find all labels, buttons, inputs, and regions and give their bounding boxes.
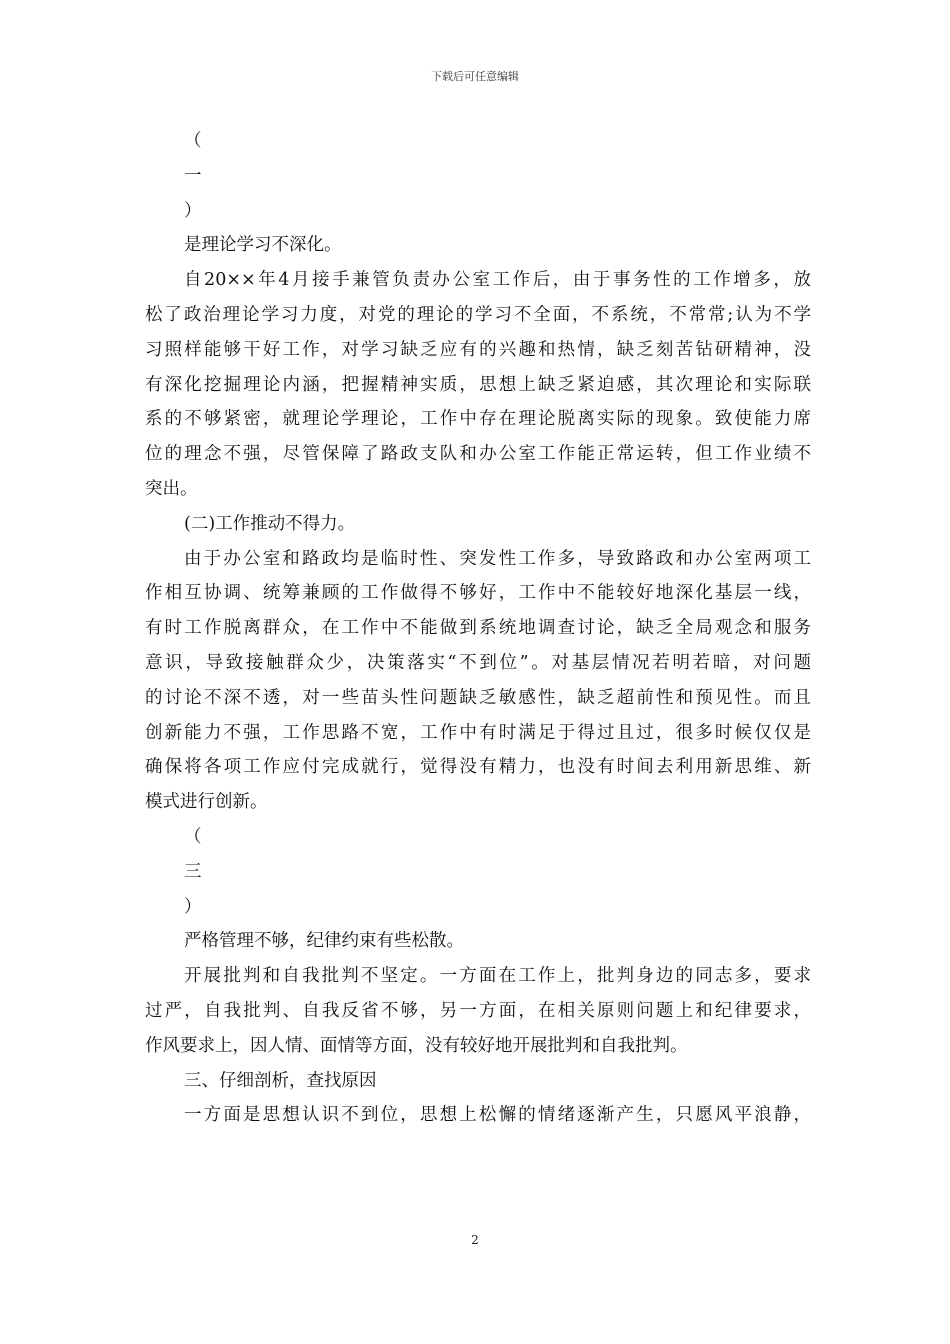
document-body: [145, 124, 811, 1133]
paragraph-line: 作风要求上，因人情、面情等方面，没有较好地开展批判和自我批判。: [145, 1035, 688, 1056]
paragraph-line: 有时工作脱离群众，在工作中不能做到系统地调查讨论，缺乏全局观念和服务: [145, 618, 811, 639]
page-header: 下载后可任意编辑: [431, 70, 519, 83]
bracket-open: （: [184, 131, 202, 151]
bracket-open: （: [184, 826, 202, 847]
paragraph-line: 作相互协调、统筹兼顾的工作做得不够好，工作中不能较好地深化基层一线，: [145, 583, 811, 604]
paragraph-line: 由于办公室和路政均是临时性、突发性工作多，导致路政和办公室两项工: [184, 548, 811, 569]
paragraph-line: 创新能力不强，工作思路不宽，工作中有时满足于得过且过，很多时候仅仅是: [145, 722, 811, 743]
section-numeral: 三: [184, 861, 202, 882]
paragraph-line: 意识，导致接触群众少，决策落实“不到位”。对基层情况若明若暗，对问题: [145, 652, 811, 673]
paragraph-line: 系的不够紧密，就理论学理论，工作中存在理论脱离实际的现象。致使能力席: [145, 409, 811, 430]
paragraph-line: 位的理念不强，尽管保障了路政支队和办公室工作能正常运转，但工作业绩不: [145, 444, 811, 465]
paragraph-line: 突出。: [145, 478, 198, 499]
page-number: 2: [471, 1233, 479, 1247]
paragraph-line: 有深化挖掘理论内涵，把握精神实质，思想上缺乏紧迫感，其次理论和实际联: [145, 374, 811, 395]
paragraph-line: 开展批判和自我批判不坚定。一方面在工作上，批判身边的同志多，要求: [184, 966, 811, 987]
paragraph-line: 自20××年4月接手兼管负责办公室工作后，由于事务性的工作增多，放: [184, 270, 811, 291]
paragraph-line: 确保将各项工作应付完成就行，觉得没有精力，也没有时间去利用新思维、新: [145, 757, 811, 778]
paragraph-line: 松了政治理论学习力度，对党的理论的学习不全面，不系统，不常常;认为不学: [145, 304, 811, 325]
paragraph-line: 过严，自我批判、自我反省不够，另一方面，在相关原则问题上和纪律要求，: [145, 1000, 811, 1021]
bracket-close: ）: [184, 200, 202, 221]
paragraph-line: 习照样能够干好工作，对学习缺乏应有的兴趣和热情，缺乏刻苦钻研精神，没: [145, 339, 811, 360]
section-heading: (二)工作推动不得力。: [184, 513, 356, 534]
section-heading: 严格管理不够，纪律约束有些松散。: [184, 931, 464, 952]
section-heading: 是理论学习不深化。: [184, 235, 342, 256]
section-numeral: 一: [184, 165, 202, 186]
paragraph-line: 一方面是思想认识不到位，思想上松懈的情绪逐渐产生，只愿风平浪静，: [184, 1105, 811, 1126]
bracket-close: ）: [184, 896, 202, 917]
paragraph-line: 的讨论不深不透，对一些苗头性问题缺乏敏感性，缺乏超前性和预见性。而且: [145, 687, 811, 708]
section-heading: 三、仔细剖析，查找原因: [184, 1070, 377, 1091]
paragraph-line: 模式进行创新。: [145, 792, 268, 813]
